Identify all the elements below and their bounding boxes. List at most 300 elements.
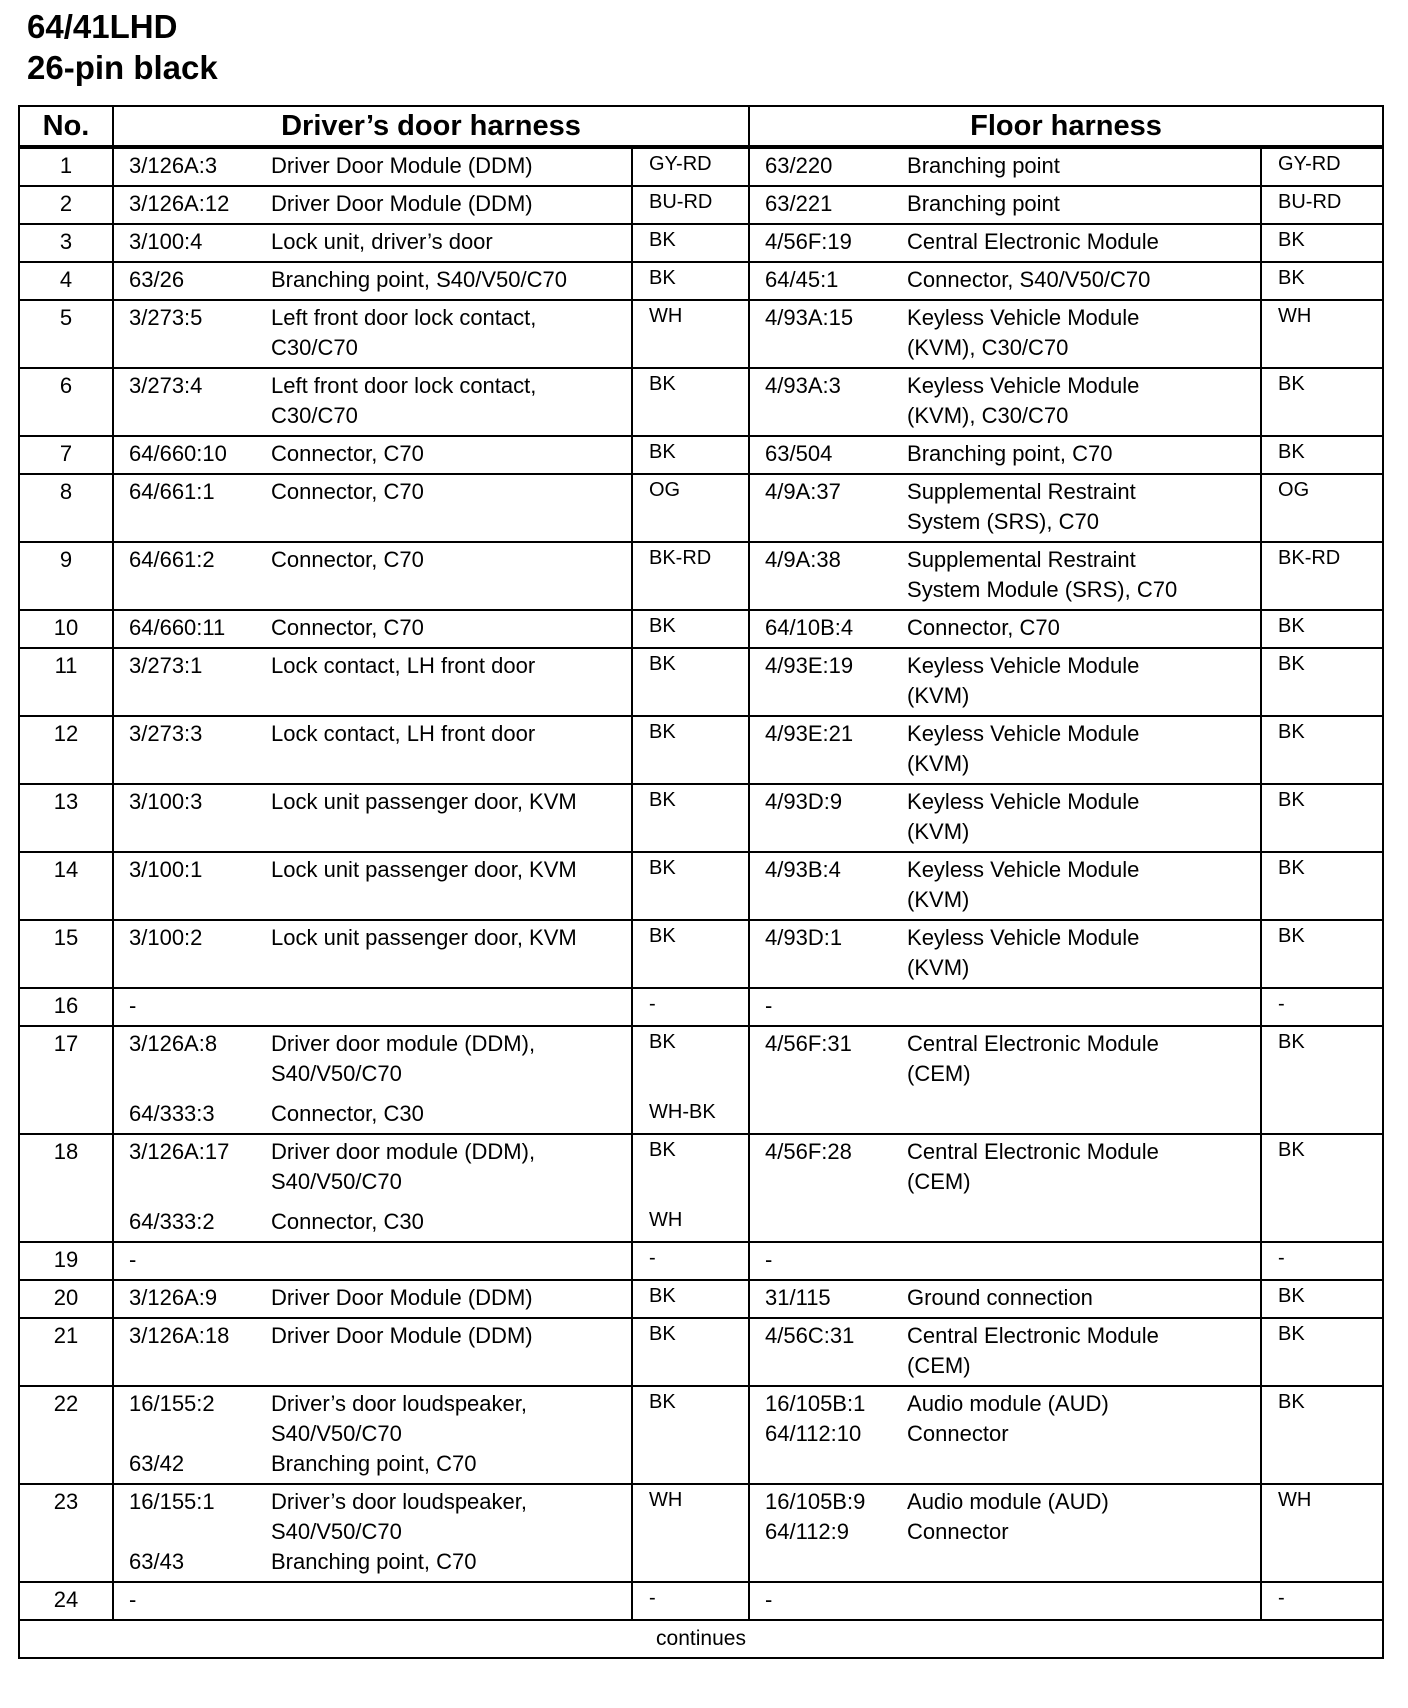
driver-connection-entry: [129, 371, 623, 431]
floor-wire-color: WH: [1278, 1489, 1312, 1511]
pin-number: 11: [19, 648, 113, 716]
floor-component-description: [907, 991, 1252, 1021]
driver-connection-entry: [129, 1389, 623, 1449]
driver-wire-color-cell: [632, 1386, 749, 1484]
table-row: [19, 852, 1383, 920]
pin-number: 24: [19, 1582, 113, 1620]
driver-wire-color: BK: [649, 789, 676, 811]
driver-wire-color-cell: [632, 1026, 749, 1134]
floor-wire-color: BK: [1278, 441, 1305, 463]
floor-wire-color: BK: [1278, 653, 1305, 675]
floor-wire-color-cell: [1261, 716, 1383, 784]
driver-connection-entry: [129, 1137, 623, 1197]
floor-harness-cell: [749, 920, 1261, 988]
driver-connection-entry: [129, 545, 623, 575]
driver-wire-color-cell: [632, 920, 749, 988]
driver-harness-cell: [113, 1582, 632, 1620]
floor-wire-color: -: [1278, 1247, 1285, 1269]
driver-connector-code: 16/155:2: [129, 1391, 215, 1416]
floor-connector-code: 64/45:1: [765, 267, 839, 292]
floor-connection-entry: [765, 371, 1252, 431]
floor-wire-color-cell: [1261, 648, 1383, 716]
driver-connection-entry: [129, 1321, 623, 1351]
driver-connector-code: 3/126A:17: [129, 1139, 230, 1164]
floor-wire-color-cell: [1261, 474, 1383, 542]
floor-harness-cell: [749, 436, 1261, 474]
floor-wire-color-cell: [1261, 610, 1383, 648]
floor-harness-cell: [749, 262, 1261, 300]
driver-connection-entry: [129, 1487, 623, 1547]
floor-connector-code: 4/9A:38: [765, 547, 841, 572]
floor-wire-color: BK: [1278, 1285, 1305, 1307]
driver-connection-entry: [129, 1029, 623, 1089]
pin-number: 8: [19, 474, 113, 542]
driver-harness-cell: [113, 368, 632, 436]
floor-wire-color: -: [1278, 1587, 1285, 1609]
driver-component-description: Driver door module (DDM), S40/V50/C70: [271, 1139, 536, 1194]
floor-wire-color-cell: [1261, 852, 1383, 920]
driver-connector-code: 3/273:3: [129, 721, 203, 746]
driver-component-description: Lock unit passenger door, KVM: [271, 789, 577, 814]
driver-component-description: Branching point, S40/V50/C70: [271, 267, 567, 292]
driver-wire-color: BK: [649, 1139, 676, 1161]
driver-wire-color: BK: [649, 925, 676, 947]
driver-connector-code: 3/126A:9: [129, 1285, 218, 1310]
floor-harness-cell: [749, 610, 1261, 648]
pin-number: 15: [19, 920, 113, 988]
floor-harness-cell: [749, 368, 1261, 436]
table-row: [19, 920, 1383, 988]
driver-connection-entry: [129, 1283, 623, 1313]
table-row: [19, 1280, 1383, 1318]
floor-connector-code: 4/93D:9: [765, 789, 843, 814]
floor-wire-color-cell: [1261, 784, 1383, 852]
document-title: [27, 6, 218, 88]
floor-connector-code: 64/112:10: [765, 1421, 862, 1446]
floor-connector-code: 4/56F:31: [765, 1031, 852, 1056]
footer-row: [19, 1620, 1383, 1658]
floor-harness-cell: [749, 1318, 1261, 1386]
floor-connection-entry: [765, 1321, 1252, 1381]
floor-harness-cell: [749, 474, 1261, 542]
continues-note: continues: [19, 1620, 1383, 1658]
driver-component-description: Driver Door Module (DDM): [271, 191, 533, 216]
driver-connector-code: 3/100:2: [129, 925, 203, 950]
table-row: [19, 988, 1383, 1026]
pin-number: 18: [19, 1134, 113, 1242]
table-row: [19, 224, 1383, 262]
driver-harness-cell: [113, 262, 632, 300]
driver-component-description: Driver’s door loudspeaker, S40/V50/C70: [271, 1391, 527, 1446]
driver-component-description: Lock unit, driver’s door: [271, 229, 493, 254]
driver-connector-code: 3/273:1: [129, 653, 203, 678]
floor-wire-color-cell: [1261, 1026, 1383, 1134]
driver-wire-color: BK: [649, 1031, 676, 1053]
driver-component-description: [271, 1245, 623, 1275]
floor-wire-color-cell: [1261, 1318, 1383, 1386]
pin-number: 7: [19, 436, 113, 474]
floor-wire-color: GY-RD: [1278, 153, 1341, 175]
pin-number: 19: [19, 1242, 113, 1280]
pin-number: 22: [19, 1386, 113, 1484]
driver-wire-color-cell: [632, 1134, 749, 1242]
driver-connection-entry: [129, 719, 623, 749]
floor-connection-entry: [765, 991, 1252, 1021]
driver-component-description: Lock unit passenger door, KVM: [271, 925, 577, 950]
table-row: [19, 542, 1383, 610]
driver-connection-entry: [129, 787, 623, 817]
driver-harness-cell: [113, 300, 632, 368]
driver-wire-color-cell: [632, 368, 749, 436]
driver-connection-entry: [129, 151, 623, 181]
floor-connector-code: 4/56C:31: [765, 1323, 855, 1348]
floor-connection-entry: [765, 855, 1252, 915]
floor-harness-cell: [749, 147, 1261, 186]
driver-wire-color: -: [649, 1247, 656, 1269]
table-row: [19, 147, 1383, 186]
driver-harness-cell: [113, 648, 632, 716]
driver-component-description: Left front door lock contact, C30/C70: [271, 373, 537, 428]
floor-wire-color: BK: [1278, 1323, 1305, 1345]
floor-wire-color-cell: [1261, 368, 1383, 436]
driver-connector-code: -: [129, 1587, 137, 1612]
floor-harness-cell: [749, 1484, 1261, 1582]
driver-component-description: Lock unit passenger door, KVM: [271, 857, 577, 882]
floor-harness-cell: [749, 784, 1261, 852]
floor-connection-entry: [765, 1029, 1252, 1089]
floor-wire-color-cell: [1261, 1280, 1383, 1318]
floor-connector-code: 64/10B:4: [765, 615, 854, 640]
floor-component-description: Audio module (AUD): [907, 1391, 1109, 1416]
driver-component-description: Connector, C70: [271, 441, 424, 466]
driver-component-description: Connector, C70: [271, 547, 424, 572]
driver-wire-color: BK: [649, 229, 676, 251]
floor-wire-color: -: [1278, 993, 1285, 1015]
floor-wire-color: BK: [1278, 373, 1305, 395]
table-row: [19, 1484, 1383, 1582]
driver-harness-cell: [113, 784, 632, 852]
driver-connection-entry: [129, 189, 623, 219]
header-driver-harness: Driver’s door harness: [113, 106, 749, 147]
driver-connection-entry: [129, 1547, 623, 1577]
pin-number: 17: [19, 1026, 113, 1134]
floor-wire-color-cell: [1261, 262, 1383, 300]
driver-harness-cell: [113, 436, 632, 474]
driver-component-description: [271, 1585, 623, 1615]
header-floor-harness: Floor harness: [749, 106, 1383, 147]
table-row: [19, 262, 1383, 300]
driver-connector-code: 3/273:4: [129, 373, 203, 398]
driver-connection-entry: [129, 1207, 623, 1237]
floor-connector-code: 4/93B:4: [765, 857, 841, 882]
driver-wire-color: BK: [649, 1323, 676, 1345]
floor-component-description: [907, 1585, 1252, 1615]
floor-connection-entry: [765, 651, 1252, 711]
driver-harness-cell: [113, 474, 632, 542]
table-row: [19, 716, 1383, 784]
driver-connection-entry: [129, 1585, 623, 1615]
driver-connector-code: -: [129, 1247, 137, 1272]
driver-component-description: Lock contact, LH front door: [271, 653, 536, 678]
driver-wire-color-cell: [632, 542, 749, 610]
floor-wire-color-cell: [1261, 988, 1383, 1026]
floor-connector-code: 4/93D:1: [765, 925, 843, 950]
floor-component-description: Connector: [907, 1421, 1009, 1446]
driver-harness-cell: [113, 1242, 632, 1280]
driver-harness-cell: [113, 1386, 632, 1484]
floor-wire-color: BK: [1278, 229, 1305, 251]
table-row: [19, 610, 1383, 648]
driver-connector-code: 64/660:11: [129, 615, 226, 640]
floor-wire-color: BK: [1278, 721, 1305, 743]
driver-wire-color-cell: [632, 474, 749, 542]
driver-connector-code: 63/43: [129, 1549, 185, 1574]
floor-harness-cell: [749, 716, 1261, 784]
floor-harness-cell: [749, 1582, 1261, 1620]
table-row: [19, 300, 1383, 368]
floor-connection-entry: [765, 787, 1252, 847]
floor-connection-entry: [765, 265, 1252, 295]
pin-number: 23: [19, 1484, 113, 1582]
driver-connector-code: 63/26: [129, 267, 185, 292]
floor-connection-entry: [765, 227, 1252, 257]
floor-wire-color: BK: [1278, 615, 1305, 637]
driver-wire-color-cell: [632, 186, 749, 224]
pin-table: [18, 105, 1384, 1659]
driver-component-description: Connector, C30: [271, 1101, 424, 1126]
floor-component-description: Central Electronic Module (CEM): [907, 1139, 1159, 1194]
table-row: [19, 784, 1383, 852]
floor-connector-code: 31/115: [765, 1285, 831, 1310]
driver-connection-entry: [129, 265, 623, 295]
driver-wire-color-cell: [632, 300, 749, 368]
pin-number: 4: [19, 262, 113, 300]
driver-harness-cell: [113, 542, 632, 610]
floor-component-description: Branching point, C70: [907, 441, 1113, 466]
floor-wire-color: BU-RD: [1278, 191, 1342, 213]
driver-component-description: Driver Door Module (DDM): [271, 1285, 533, 1310]
floor-wire-color-cell: [1261, 436, 1383, 474]
pin-number: 20: [19, 1280, 113, 1318]
driver-harness-cell: [113, 224, 632, 262]
floor-wire-color: BK: [1278, 925, 1305, 947]
driver-connector-code: 64/660:10: [129, 441, 227, 466]
table-row: [19, 1318, 1383, 1386]
driver-wire-color: BK: [649, 653, 676, 675]
floor-connection-entry: [765, 303, 1252, 363]
table-row: [19, 1386, 1383, 1484]
driver-wire-color: WH-BK: [649, 1101, 716, 1123]
floor-component-description: Ground connection: [907, 1285, 1093, 1310]
floor-harness-cell: [749, 300, 1261, 368]
floor-wire-color: BK: [1278, 1391, 1305, 1413]
driver-harness-cell: [113, 920, 632, 988]
floor-harness-cell: [749, 1134, 1261, 1242]
connector-id: 64/41LHD: [27, 8, 178, 45]
driver-connector-code: -: [129, 993, 137, 1018]
floor-connector-code: 4/56F:28: [765, 1139, 852, 1164]
driver-harness-cell: [113, 1134, 632, 1242]
driver-wire-color: BK: [649, 721, 676, 743]
driver-wire-color-cell: [632, 648, 749, 716]
driver-wire-color: OG: [649, 479, 681, 501]
floor-connection-entry: [765, 1487, 1252, 1517]
driver-harness-cell: [113, 716, 632, 784]
table-header-row: [19, 106, 1383, 147]
driver-wire-color-cell: [632, 224, 749, 262]
table-row: [19, 436, 1383, 474]
driver-wire-color: WH: [649, 1489, 683, 1511]
floor-connector-code: -: [765, 1247, 773, 1272]
floor-harness-cell: [749, 988, 1261, 1026]
floor-component-description: Connector: [907, 1519, 1009, 1544]
table-row: [19, 474, 1383, 542]
driver-wire-color: GY-RD: [649, 153, 712, 175]
floor-wire-color-cell: [1261, 1242, 1383, 1280]
driver-connector-code: 3/126A:18: [129, 1323, 230, 1348]
floor-component-description: Branching point: [907, 153, 1060, 178]
driver-wire-color-cell: [632, 852, 749, 920]
floor-component-description: Keyless Vehicle Module (KVM): [907, 925, 1140, 980]
driver-connector-code: 64/333:2: [129, 1209, 215, 1234]
floor-harness-cell: [749, 1026, 1261, 1134]
floor-wire-color-cell: [1261, 300, 1383, 368]
floor-connector-code: -: [765, 993, 773, 1018]
floor-component-description: Keyless Vehicle Module (KVM): [907, 857, 1140, 912]
driver-connection-entry: [129, 227, 623, 257]
floor-component-description: Supplemental Restraint System (SRS), C70: [907, 479, 1136, 534]
driver-connector-code: 3/126A:8: [129, 1031, 218, 1056]
floor-component-description: Central Electronic Module: [907, 229, 1159, 254]
floor-component-description: Keyless Vehicle Module (KVM): [907, 721, 1140, 776]
driver-wire-color-cell: [632, 1318, 749, 1386]
driver-wire-color: WH: [649, 305, 683, 327]
floor-component-description: Central Electronic Module (CEM): [907, 1031, 1159, 1086]
pin-number: 9: [19, 542, 113, 610]
floor-connection-entry: [765, 189, 1252, 219]
driver-component-description: Branching point, C70: [271, 1451, 477, 1476]
floor-wire-color-cell: [1261, 1484, 1383, 1582]
floor-wire-color-cell: [1261, 147, 1383, 186]
driver-connector-code: 3/100:3: [129, 789, 203, 814]
driver-connector-code: 3/100:1: [129, 857, 203, 882]
driver-connector-code: 3/126A:12: [129, 191, 230, 216]
driver-harness-cell: [113, 610, 632, 648]
driver-component-description: Driver Door Module (DDM): [271, 153, 533, 178]
floor-connection-entry: [765, 1283, 1252, 1313]
table-row: [19, 186, 1383, 224]
driver-connection-entry: [129, 439, 623, 469]
floor-connection-entry: [765, 1389, 1252, 1419]
table-row: [19, 1134, 1383, 1242]
driver-connection-entry: [129, 613, 623, 643]
floor-component-description: Central Electronic Module (CEM): [907, 1323, 1159, 1378]
driver-connection-entry: [129, 1245, 623, 1275]
driver-harness-cell: [113, 1280, 632, 1318]
floor-wire-color-cell: [1261, 186, 1383, 224]
driver-wire-color: BK: [649, 373, 676, 395]
floor-connection-entry: [765, 1419, 1252, 1449]
driver-connection-entry: [129, 477, 623, 507]
driver-component-description: Left front door lock contact, C30/C70: [271, 305, 537, 360]
driver-connection-entry: [129, 651, 623, 681]
floor-harness-cell: [749, 1386, 1261, 1484]
floor-connection-entry: [765, 923, 1252, 983]
floor-wire-color-cell: [1261, 1582, 1383, 1620]
driver-harness-cell: [113, 1026, 632, 1134]
floor-connector-code: 64/112:9: [765, 1519, 850, 1544]
floor-connection-entry: [765, 1517, 1252, 1547]
floor-wire-color: BK: [1278, 857, 1305, 879]
driver-connector-code: 3/273:5: [129, 305, 203, 330]
driver-component-description: Driver’s door loudspeaker, S40/V50/C70: [271, 1489, 527, 1544]
floor-wire-color-cell: [1261, 1134, 1383, 1242]
floor-connector-code: 4/93E:19: [765, 653, 854, 678]
driver-wire-color: BK: [649, 441, 676, 463]
table-row: [19, 368, 1383, 436]
driver-component-description: Lock contact, LH front door: [271, 721, 536, 746]
floor-connection-entry: [765, 1585, 1252, 1615]
driver-wire-color-cell: [632, 262, 749, 300]
driver-connection-entry: [129, 855, 623, 885]
driver-wire-color: BK: [649, 267, 676, 289]
driver-wire-color: BK-RD: [649, 547, 712, 569]
floor-wire-color: BK: [1278, 267, 1305, 289]
table-row: [19, 648, 1383, 716]
floor-wire-color: BK-RD: [1278, 547, 1341, 569]
driver-wire-color: WH: [649, 1209, 683, 1231]
pin-number: 21: [19, 1318, 113, 1386]
floor-component-description: Keyless Vehicle Module (KVM), C30/C70: [907, 373, 1140, 428]
driver-harness-cell: [113, 147, 632, 186]
driver-wire-color: BK: [649, 615, 676, 637]
driver-wire-color-cell: [632, 716, 749, 784]
driver-component-description: Connector, C70: [271, 479, 424, 504]
floor-connection-entry: [765, 545, 1252, 605]
driver-component-description: Driver door module (DDM), S40/V50/C70: [271, 1031, 536, 1086]
driver-harness-cell: [113, 852, 632, 920]
driver-wire-color: -: [649, 993, 656, 1015]
driver-connection-entry: [129, 991, 623, 1021]
floor-connector-code: -: [765, 1587, 773, 1612]
table-row: [19, 1582, 1383, 1620]
floor-connection-entry: [765, 439, 1252, 469]
floor-connector-code: 4/9A:37: [765, 479, 841, 504]
pin-number: 13: [19, 784, 113, 852]
driver-wire-color-cell: [632, 610, 749, 648]
driver-wire-color-cell: [632, 1582, 749, 1620]
driver-connector-code: 3/100:4: [129, 229, 203, 254]
driver-wire-color-cell: [632, 1484, 749, 1582]
floor-connector-code: 63/220: [765, 153, 833, 178]
driver-connection-entry: [129, 1099, 623, 1129]
pin-number: 2: [19, 186, 113, 224]
floor-harness-cell: [749, 186, 1261, 224]
floor-component-description: Audio module (AUD): [907, 1489, 1109, 1514]
driver-connector-code: 63/42: [129, 1451, 185, 1476]
floor-harness-cell: [749, 852, 1261, 920]
driver-wire-color-cell: [632, 436, 749, 474]
driver-harness-cell: [113, 1484, 632, 1582]
floor-wire-color: BK: [1278, 789, 1305, 811]
floor-component-description: Connector, S40/V50/C70: [907, 267, 1151, 292]
pin-number: 16: [19, 988, 113, 1026]
floor-component-description: [907, 1245, 1252, 1275]
floor-component-description: Keyless Vehicle Module (KVM): [907, 653, 1140, 708]
driver-wire-color: BK: [649, 857, 676, 879]
floor-connector-code: 4/93E:21: [765, 721, 854, 746]
floor-harness-cell: [749, 224, 1261, 262]
